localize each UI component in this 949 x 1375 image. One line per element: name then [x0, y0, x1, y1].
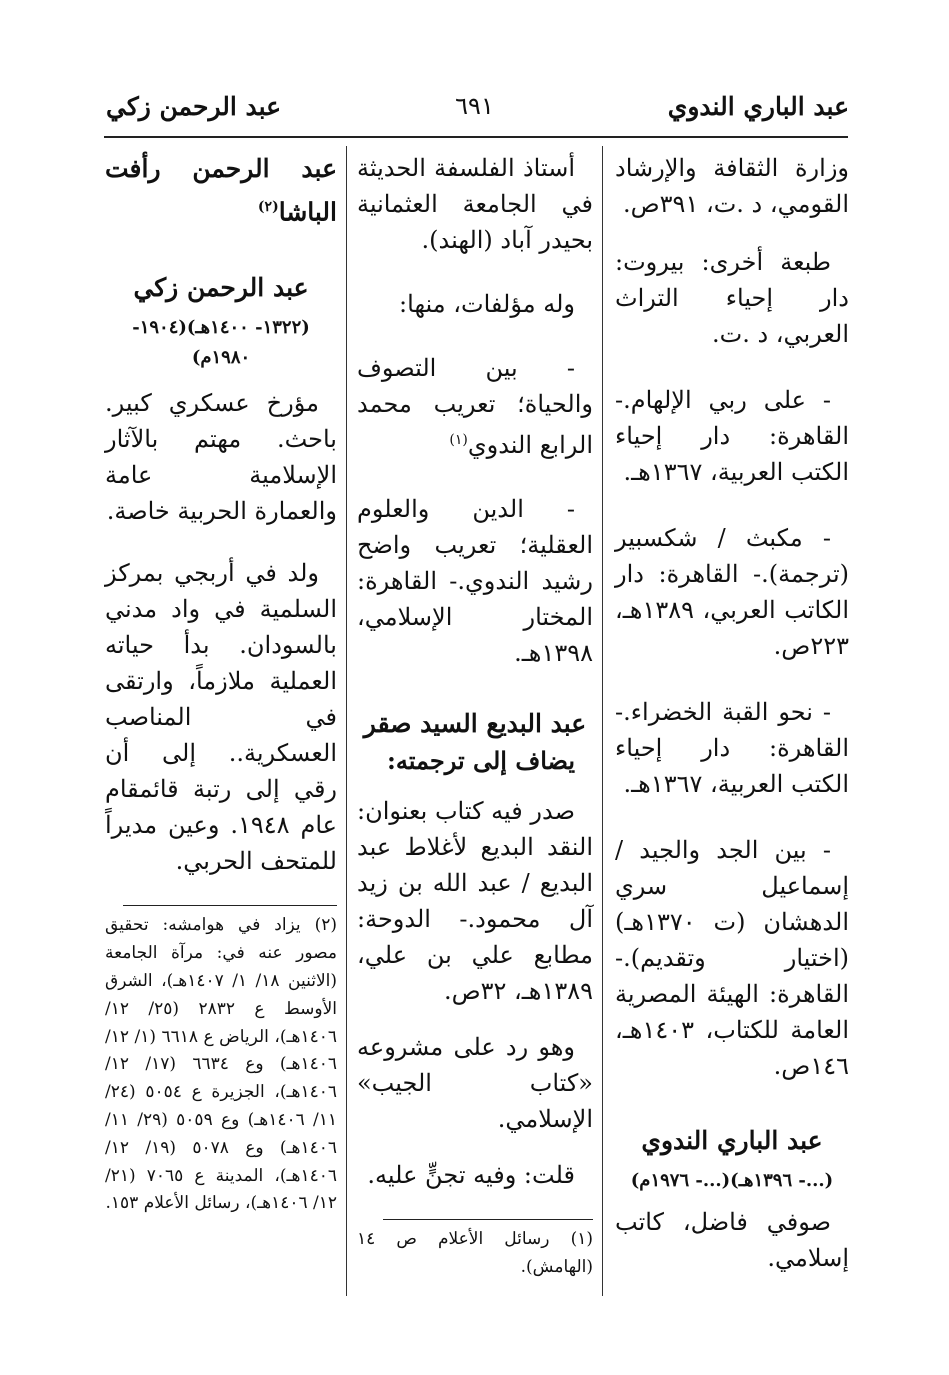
book-entry: - على ربي الإلهام.- القاهرة: دار إحياء الكتب العربية، ١٣٦٧هـ. — [615, 386, 849, 486]
book-entry: - بين الجد والجيد / إسماعيل سري الدهشان (ت ١٣٧٠هـ) (اختيار وتقديم).- القاهرة: الهيئة المصرية العامة للكتاب، ١٤٠٣هـ، ١٤٦ص. — [615, 836, 849, 1080]
entry-heading: عبد البديع السيد صقر — [363, 709, 587, 738]
book-entry: - مكبث / شكسبير (ترجمة).- القاهرة: دار الكاتب العربي، ١٣٨٩هـ، ٢٢٣ص. — [615, 524, 849, 660]
footnote: (٢) يزاد في هوامشه: تحقيق مصور عنه في: مرآة الجامعة (الاثنين ١٨/ ١/ ١٤٠٧هـ)، الشرق الأوسط ع ٢٨٣٢ (٢٥/ ١٢/ ١٤٠٦هـ)، الرياض ع ٦٦١٨ (١/ ١٢/ ١٤٠٦هـ) وع ٦٦٣٤ (١٧/ ١٢/ ١٤٠٦هـ)، الجزيرة ع ٥٠٥٤ (٢٤/ ١١/ ١٤٠٦هـ) وع ٥٠٥٩ (٢٩/ ١١/ ١٤٠٦هـ) وع ٥٠٧٨ (١٩/ ١٢/ ١٤٠٦هـ)، المدينة ع ٧٠٦٥ (٢١/ ١٢/ ١٤٠٦هـ)، رسائل الأعلام ١٥٣. — [105, 915, 337, 1214]
book-entry-text: - بين التصوف والحياة؛ تعريب محمد الرابع الندوي — [357, 354, 593, 459]
column-divider-left — [346, 146, 347, 1296]
paragraph: قلت: وفيه تجنٍّ عليه. — [367, 1161, 575, 1189]
paragraph: وله مؤلفات، منها: — [399, 290, 575, 318]
column-right — [615, 150, 849, 1276]
column-divider-right — [602, 146, 603, 1296]
footnote-marker: (٢) — [257, 199, 279, 215]
running-header-left: عبد الرحمن زكي — [106, 92, 282, 121]
paragraph: ولد في أربجي بمركز السلمية في واد مدني بالسودان. بدأ حياته العملية ملازماً، وارتقى في المناصب العسكرية.. إلى أن رقي إلى رتبة قائمقام عام ١٩٤٨. وعين مديراً للمتحف الحربي. — [105, 559, 338, 876]
entry-heading — [105, 150, 337, 231]
paragraph: أستاذ الفلسفة الحديثة في الجامعة العثمانية بحيدر آباد (الهند). — [357, 154, 593, 254]
book-entry: - نحو القبة الخضراء.- القاهرة: دار إحياء الكتب العربية، ١٣٦٧هـ. — [615, 698, 849, 798]
footnote-marker: (١) — [449, 432, 468, 448]
entry-heading: عبد الرحمن زكي — [133, 273, 309, 303]
entry-dates: (١٣٢٢- ١٤٠٠هـ)(١٩٠٤- ١٩٨٠م) — [132, 317, 310, 369]
entry-heading: عبد الباري الندوي — [641, 1126, 823, 1155]
header-rule — [104, 136, 848, 138]
entry-dates: (...- ١٣٩٦هـ)(...- ١٩٧٦م) — [630, 1170, 834, 1191]
column-middle — [357, 150, 593, 1282]
paragraph: مؤرخ عسكري كبير. باحث. مهتم بالآثار الإسلامية عامة والعمارة الحربية خاصة. — [105, 389, 337, 526]
entry-heading-text: عبد الرحمن رأفت الباشا — [105, 154, 337, 227]
book-entry: - الدين والعلوم العقلية؛ تعريب واضح رشيد الندوي.- القاهرة: المختار الإسلامي، ١٣٩٨هـ. — [357, 495, 593, 667]
entry-subheading: يضاف إلى ترجمته: — [387, 746, 575, 775]
paragraph: صوفي فاضل، كاتب إسلامي. — [615, 1208, 849, 1272]
paragraph: طبعة أخرى: بيروت: دار إحياء التراث العربي، د .ت. — [615, 248, 849, 348]
paragraph: صدر فيه كتاب بعنوان: النقد البديع لأغلاط عبد البديع / عبد الله بن زيد آل محمود.- الدوحة: مطابع علي بن علي، ١٣٨٩هـ، ٣٢ص. — [357, 797, 593, 1005]
column-left — [105, 150, 337, 1218]
page-number: ٦٩١ — [455, 92, 494, 120]
footnote: (١) رسائل الأعلام ص ١٤ (الهامش). — [357, 1229, 593, 1277]
book-entry — [357, 350, 593, 463]
paragraph: وهو رد على مشروعه «كتاب الجيب» الإسلامي. — [357, 1033, 593, 1133]
running-header-right: عبد الباري الندوي — [667, 92, 849, 121]
paragraph: وزارة الثقافة والإرشاد القومي، د .ت، ٣٩١ص. — [615, 154, 849, 218]
